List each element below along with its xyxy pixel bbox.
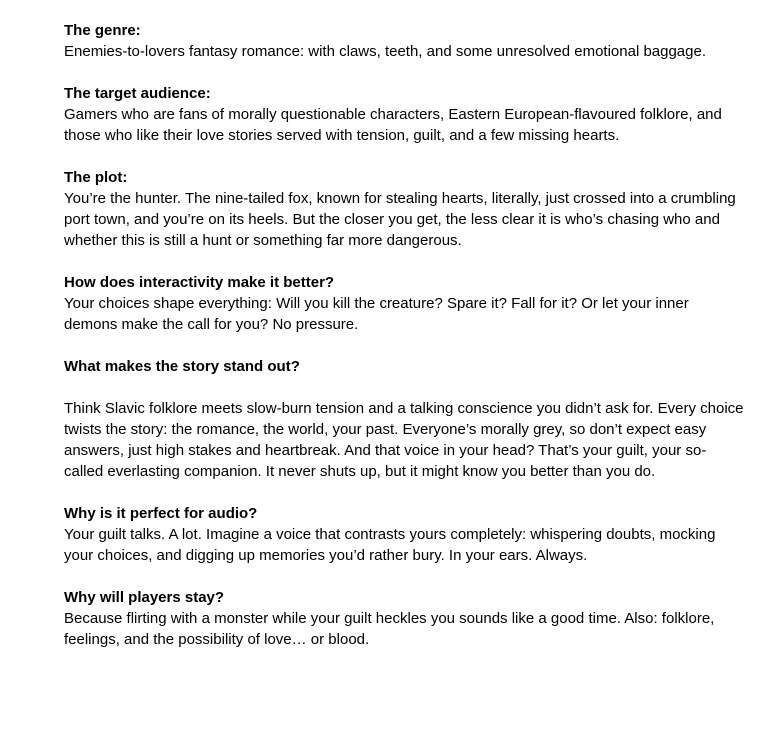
section-interactivity — [64, 272, 744, 335]
section-body: Enemies-to-lovers fantasy romance: with claws, teeth, and some unresolved emotional baggage. — [64, 43, 707, 60]
section-heading: How does interactivity make it better? — [64, 274, 335, 291]
section-plot — [64, 167, 744, 251]
section-body: Your choices shape everything: Will you kill the creature? Spare it? Fall for it? Or let your inner demons make the call for you? No pressure. — [64, 295, 689, 333]
section-genre — [64, 20, 744, 62]
section-body: Think Slavic folklore meets slow-burn tension and a talking conscience you didn’t ask for. Every choice twists the story: the romance, the world, your past. Everyone’s morally grey, so don’t expect easy answers, just high stakes and heartbreak. And that voice in your head? That’s your guilt, your so-called everlasting companion. It never shuts up, but it might know you better than you do. — [64, 400, 744, 480]
section-body: You’re the hunter. The nine-tailed fox, known for stealing hearts, literally, just crossed into a crumbling port town, and you’re on its heels. But the closer you get, the less clear it is who’s chasing who and whether this is still a hunt or something far more dangerous. — [64, 190, 736, 249]
section-body: Your guilt talks. A lot. Imagine a voice that contrasts yours completely: whispering doubts, mocking your choices, and digging up memories you’d rather bury. In your ears. Always. — [64, 526, 716, 564]
section-retention — [64, 587, 744, 650]
section-heading: Why will players stay? — [64, 589, 225, 606]
section-heading: Why is it perfect for audio? — [64, 505, 258, 522]
section-heading: The target audience: — [64, 85, 211, 102]
section-stand-out — [64, 356, 744, 482]
section-target-audience — [64, 83, 744, 146]
section-heading: The plot: — [64, 169, 128, 186]
document-body — [64, 20, 744, 671]
section-heading: What makes the story stand out? — [64, 358, 300, 375]
section-heading: The genre: — [64, 22, 141, 39]
section-body: Gamers who are fans of morally questionable characters, Eastern European-flavoured folklore, and those who like their love stories served with tension, guilt, and a few missing hearts. — [64, 106, 722, 144]
section-audio — [64, 503, 744, 566]
section-body: Because flirting with a monster while your guilt heckles you sounds like a good time. Also: folklore, feelings, and the possibility of love… or blood. — [64, 610, 715, 648]
